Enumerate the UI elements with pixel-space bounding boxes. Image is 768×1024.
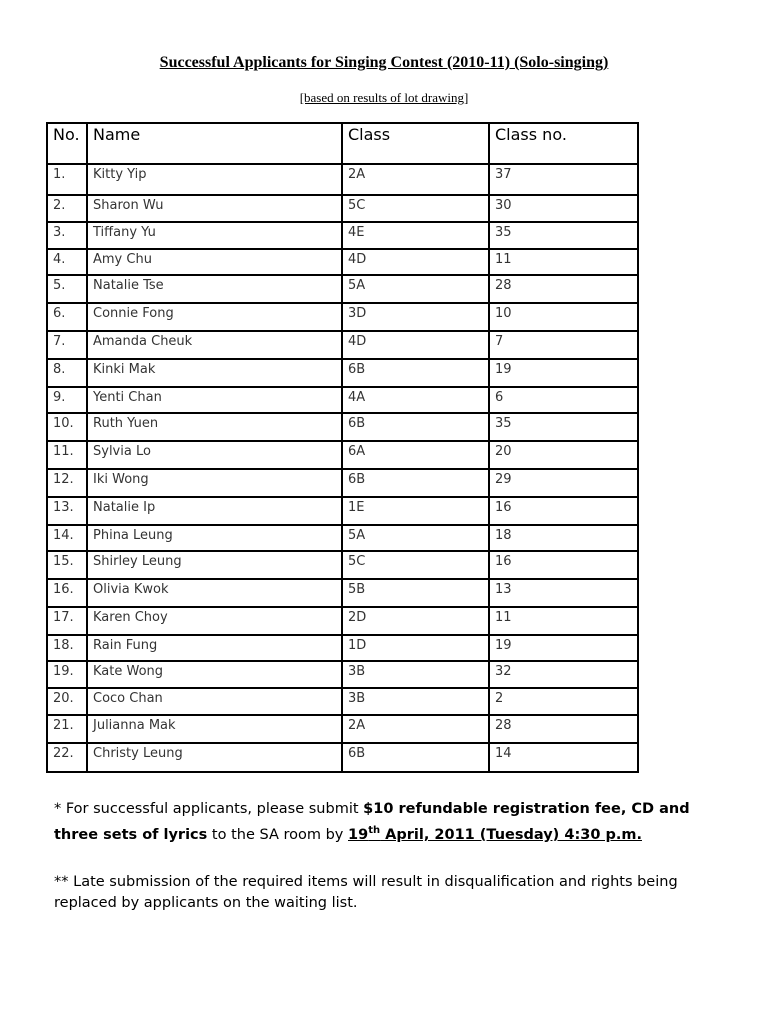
cell-no: 16. [47, 579, 87, 607]
cell-class: 3B [342, 661, 489, 688]
cell-no: 11. [47, 441, 87, 469]
cell-no: 4. [47, 249, 87, 275]
table-row [47, 249, 638, 275]
cell-class-no: 2 [489, 688, 638, 715]
cell-no: 10. [47, 413, 87, 441]
deadline-rest: April, 2011 (Tuesday) 4:30 p.m. [380, 826, 642, 843]
cell-no: 12. [47, 469, 87, 497]
cell-class: 6B [342, 413, 489, 441]
cell-class-no: 6 [489, 387, 638, 413]
cell-class-no: 18 [489, 525, 638, 551]
table-row [47, 303, 638, 331]
table-row [47, 195, 638, 222]
cell-class-no: 11 [489, 249, 638, 275]
cell-class: 6A [342, 441, 489, 469]
cell-class-no: 7 [489, 331, 638, 359]
cell-class: 5A [342, 525, 489, 551]
cell-class-no: 29 [489, 469, 638, 497]
cell-no: 20. [47, 688, 87, 715]
table-row [47, 413, 638, 441]
cell-class-no: 35 [489, 222, 638, 249]
column-header-class: Class [342, 123, 489, 164]
cell-name: Tiffany Yu [87, 222, 342, 249]
cell-no: 1. [47, 164, 87, 195]
table-row [47, 387, 638, 413]
note-prefix: * For successful applicants, please submit [54, 801, 364, 817]
note-deadline [348, 827, 642, 843]
table-row [47, 635, 638, 661]
cell-class: 5C [342, 551, 489, 579]
table-row [47, 164, 638, 195]
cell-class: 4D [342, 249, 489, 275]
cell-no: 21. [47, 715, 87, 743]
cell-no: 19. [47, 661, 87, 688]
table-row [47, 275, 638, 303]
cell-no: 14. [47, 525, 87, 551]
table-row [47, 688, 638, 715]
cell-class-no: 19 [489, 359, 638, 387]
table-row [47, 441, 638, 469]
cell-class-no: 13 [489, 579, 638, 607]
cell-name: Karen Choy [87, 607, 342, 635]
cell-name: Julianna Mak [87, 715, 342, 743]
cell-name: Natalie Tse [87, 275, 342, 303]
cell-class: 5B [342, 579, 489, 607]
table-row [47, 607, 638, 635]
table-row [47, 331, 638, 359]
page-subtitle: [based on results of lot drawing] [299, 90, 469, 105]
cell-no: 13. [47, 497, 87, 525]
table-row [47, 661, 638, 688]
cell-no: 9. [47, 387, 87, 413]
table-row [47, 469, 638, 497]
cell-no: 5. [47, 275, 87, 303]
cell-no: 2. [47, 195, 87, 222]
table-row [47, 525, 638, 551]
cell-class: 4E [342, 222, 489, 249]
cell-class: 6B [342, 743, 489, 772]
cell-class: 2A [342, 164, 489, 195]
cell-class: 2D [342, 607, 489, 635]
cell-class-no: 32 [489, 661, 638, 688]
table-row [47, 579, 638, 607]
cell-class: 5C [342, 195, 489, 222]
applicants-table [46, 122, 639, 773]
cell-name: Phina Leung [87, 525, 342, 551]
table-body [47, 164, 638, 772]
cell-name: Coco Chan [87, 688, 342, 715]
cell-name: Kate Wong [87, 661, 342, 688]
column-header-no: No. [47, 123, 87, 164]
cell-no: 6. [47, 303, 87, 331]
note-middle: to the SA room by [207, 826, 348, 843]
late-submission-note: ** Late submission of the required items will result in disqualification and rights being replaced by applicants on the waiting list. [54, 874, 678, 911]
cell-class-no: 16 [489, 551, 638, 579]
submission-note [54, 798, 734, 846]
cell-name: Natalie Ip [87, 497, 342, 525]
cell-class: 5A [342, 275, 489, 303]
cell-name: Kitty Yip [87, 164, 342, 195]
cell-no: 18. [47, 635, 87, 661]
cell-class-no: 35 [489, 413, 638, 441]
cell-class: 6B [342, 469, 489, 497]
cell-name: Amy Chu [87, 249, 342, 275]
cell-name: Ruth Yuen [87, 413, 342, 441]
cell-name: Rain Fung [87, 635, 342, 661]
cell-name: Sharon Wu [87, 195, 342, 222]
table-row [47, 743, 638, 772]
table-row [47, 497, 638, 525]
page-title: Successful Applicants for Singing Contest (2010-11) (Solo-singing) [159, 54, 609, 71]
cell-class-no: 10 [489, 303, 638, 331]
cell-no: 22. [47, 743, 87, 772]
cell-class-no: 19 [489, 635, 638, 661]
cell-class-no: 11 [489, 607, 638, 635]
cell-name: Connie Fong [87, 303, 342, 331]
cell-class: 1D [342, 635, 489, 661]
cell-class-no: 16 [489, 497, 638, 525]
cell-class-no: 14 [489, 743, 638, 772]
cell-name: Christy Leung [87, 743, 342, 772]
cell-class-no: 28 [489, 715, 638, 743]
cell-class: 4D [342, 331, 489, 359]
cell-no: 3. [47, 222, 87, 249]
cell-no: 17. [47, 607, 87, 635]
cell-class: 4A [342, 387, 489, 413]
table-row [47, 551, 638, 579]
cell-name: Sylvia Lo [87, 441, 342, 469]
cell-no: 7. [47, 331, 87, 359]
cell-class-no: 30 [489, 195, 638, 222]
cell-name: Yenti Chan [87, 387, 342, 413]
cell-name: Olivia Kwok [87, 579, 342, 607]
column-header-class-no: Class no. [489, 123, 638, 164]
table-row [47, 359, 638, 387]
cell-no: 15. [47, 551, 87, 579]
cell-name: Kinki Mak [87, 359, 342, 387]
cell-class: 3B [342, 688, 489, 715]
cell-class: 6B [342, 359, 489, 387]
table-row [47, 222, 638, 249]
cell-name: Iki Wong [87, 469, 342, 497]
cell-name: Amanda Cheuk [87, 331, 342, 359]
cell-class-no: 28 [489, 275, 638, 303]
column-header-name: Name [87, 123, 342, 164]
table-row [47, 715, 638, 743]
cell-no: 8. [47, 359, 87, 387]
cell-class: 1E [342, 497, 489, 525]
note-required-items: $10 refundable registration fee, CD and three sets of lyrics [54, 801, 690, 843]
cell-name: Shirley Leung [87, 551, 342, 579]
deadline-suffix: th [368, 825, 381, 836]
cell-class: 3D [342, 303, 489, 331]
table-header-row [47, 123, 638, 164]
deadline-day: 19 [348, 826, 369, 843]
cell-class-no: 20 [489, 441, 638, 469]
cell-class: 2A [342, 715, 489, 743]
cell-class-no: 37 [489, 164, 638, 195]
